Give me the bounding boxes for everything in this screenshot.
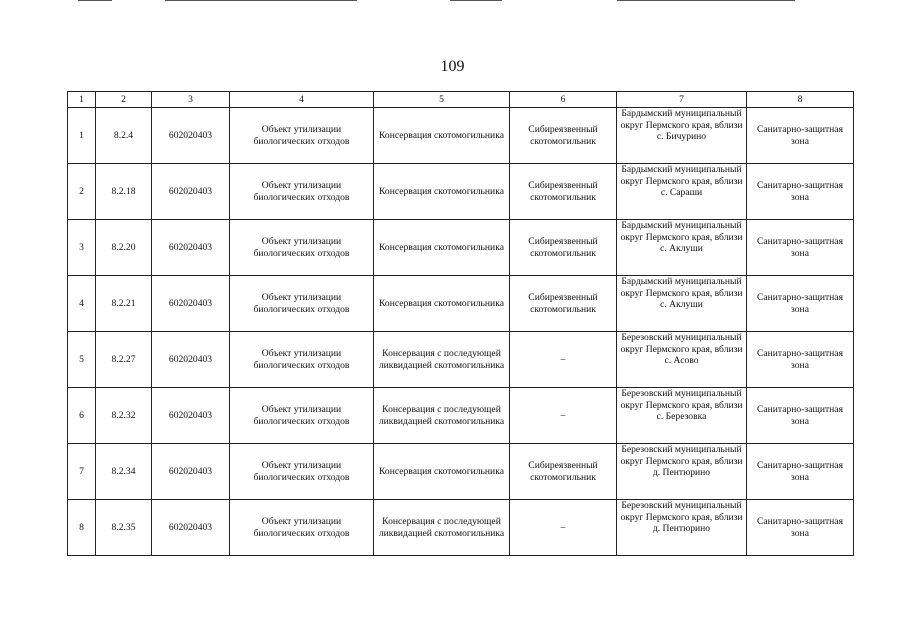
table-row — [68, 164, 854, 220]
object-name: – — [510, 500, 617, 556]
section-code: 8.2.34 — [96, 444, 152, 500]
object-name: Сибиреязвенный скотомогильник — [510, 164, 617, 220]
table-row — [68, 276, 854, 332]
object-code: 602020403 — [152, 332, 230, 388]
object-name: Сибиреязвенный скотомогильник — [510, 108, 617, 164]
section-code: 8.2.4 — [96, 108, 152, 164]
restriction-zone: Санитарно-защитная зона — [747, 332, 854, 388]
header-row — [68, 92, 854, 108]
planned-action: Консервация скотомогильника — [374, 108, 510, 164]
column-header: 2 — [96, 92, 152, 108]
object-code: 602020403 — [152, 500, 230, 556]
top-rule — [165, 0, 357, 1]
location: Бардымский муниципальный округ Пермского края, вблизи с. Аклуши — [617, 220, 747, 276]
restriction-zone: Санитарно-защитная зона — [747, 220, 854, 276]
object-type: Объект утилизации биологических отходов — [230, 500, 374, 556]
column-header: 5 — [374, 92, 510, 108]
table-row — [68, 108, 854, 164]
top-rule — [78, 0, 112, 1]
object-type: Объект утилизации биологических отходов — [230, 276, 374, 332]
column-header: 1 — [68, 92, 96, 108]
row-number: 6 — [68, 388, 96, 444]
row-number: 2 — [68, 164, 96, 220]
object-code: 602020403 — [152, 276, 230, 332]
object-name: Сибиреязвенный скотомогильник — [510, 220, 617, 276]
object-code: 602020403 — [152, 444, 230, 500]
table-row — [68, 220, 854, 276]
location: Березовский муниципальный округ Пермского края, вблизи д. Пентюрино — [617, 444, 747, 500]
page-number: 109 — [440, 58, 465, 75]
table-row — [68, 332, 854, 388]
column-header: 4 — [230, 92, 374, 108]
planned-action: Консервация скотомогильника — [374, 220, 510, 276]
object-name: Сибиреязвенный скотомогильник — [510, 444, 617, 500]
object-name: Сибиреязвенный скотомогильник — [510, 276, 617, 332]
row-number: 4 — [68, 276, 96, 332]
row-number: 7 — [68, 444, 96, 500]
restriction-zone: Санитарно-защитная зона — [747, 108, 854, 164]
object-type: Объект утилизации биологических отходов — [230, 164, 374, 220]
object-type: Объект утилизации биологических отходов — [230, 444, 374, 500]
object-name: – — [510, 332, 617, 388]
row-number: 3 — [68, 220, 96, 276]
planned-action: Консервация с последующей ликвидацией скотомогильника — [374, 500, 510, 556]
object-name: – — [510, 388, 617, 444]
location: Бардымский муниципальный округ Пермского края, вблизи с. Бичурино — [617, 108, 747, 164]
object-type: Объект утилизации биологических отходов — [230, 388, 374, 444]
row-number: 8 — [68, 500, 96, 556]
section-code: 8.2.27 — [96, 332, 152, 388]
registry-table — [67, 91, 854, 556]
planned-action: Консервация скотомогильника — [374, 164, 510, 220]
planned-action: Консервация скотомогильника — [374, 444, 510, 500]
section-code: 8.2.32 — [96, 388, 152, 444]
column-header: 7 — [617, 92, 747, 108]
column-header: 3 — [152, 92, 230, 108]
planned-action: Консервация с последующей ликвидацией скотомогильника — [374, 388, 510, 444]
planned-action: Консервация с последующей ликвидацией скотомогильника — [374, 332, 510, 388]
restriction-zone: Санитарно-защитная зона — [747, 388, 854, 444]
section-code: 8.2.35 — [96, 500, 152, 556]
object-code: 602020403 — [152, 388, 230, 444]
object-type: Объект утилизации биологических отходов — [230, 108, 374, 164]
planned-action: Консервация скотомогильника — [374, 276, 510, 332]
object-code: 602020403 — [152, 108, 230, 164]
object-type: Объект утилизации биологических отходов — [230, 220, 374, 276]
object-code: 602020403 — [152, 164, 230, 220]
row-number: 1 — [68, 108, 96, 164]
location: Березовский муниципальный округ Пермского края, вблизи с. Березовка — [617, 388, 747, 444]
column-header: 6 — [510, 92, 617, 108]
table-row — [68, 388, 854, 444]
section-code: 8.2.20 — [96, 220, 152, 276]
location: Бардымский муниципальный округ Пермского края, вблизи с. Аклуши — [617, 276, 747, 332]
column-header: 8 — [747, 92, 854, 108]
section-code: 8.2.21 — [96, 276, 152, 332]
top-rule — [450, 0, 502, 1]
table-row — [68, 444, 854, 500]
row-number: 5 — [68, 332, 96, 388]
object-code: 602020403 — [152, 220, 230, 276]
object-type: Объект утилизации биологических отходов — [230, 332, 374, 388]
restriction-zone: Санитарно-защитная зона — [747, 500, 854, 556]
restriction-zone: Санитарно-защитная зона — [747, 164, 854, 220]
restriction-zone: Санитарно-защитная зона — [747, 444, 854, 500]
location: Березовский муниципальный округ Пермского края, вблизи с. Асово — [617, 332, 747, 388]
location: Бардымский муниципальный округ Пермского края, вблизи с. Сараши — [617, 164, 747, 220]
restriction-zone: Санитарно-защитная зона — [747, 276, 854, 332]
location: Березовский муниципальный округ Пермского края, вблизи д. Пентюрино — [617, 500, 747, 556]
table-row — [68, 500, 854, 556]
section-code: 8.2.18 — [96, 164, 152, 220]
top-rule — [617, 0, 795, 1]
